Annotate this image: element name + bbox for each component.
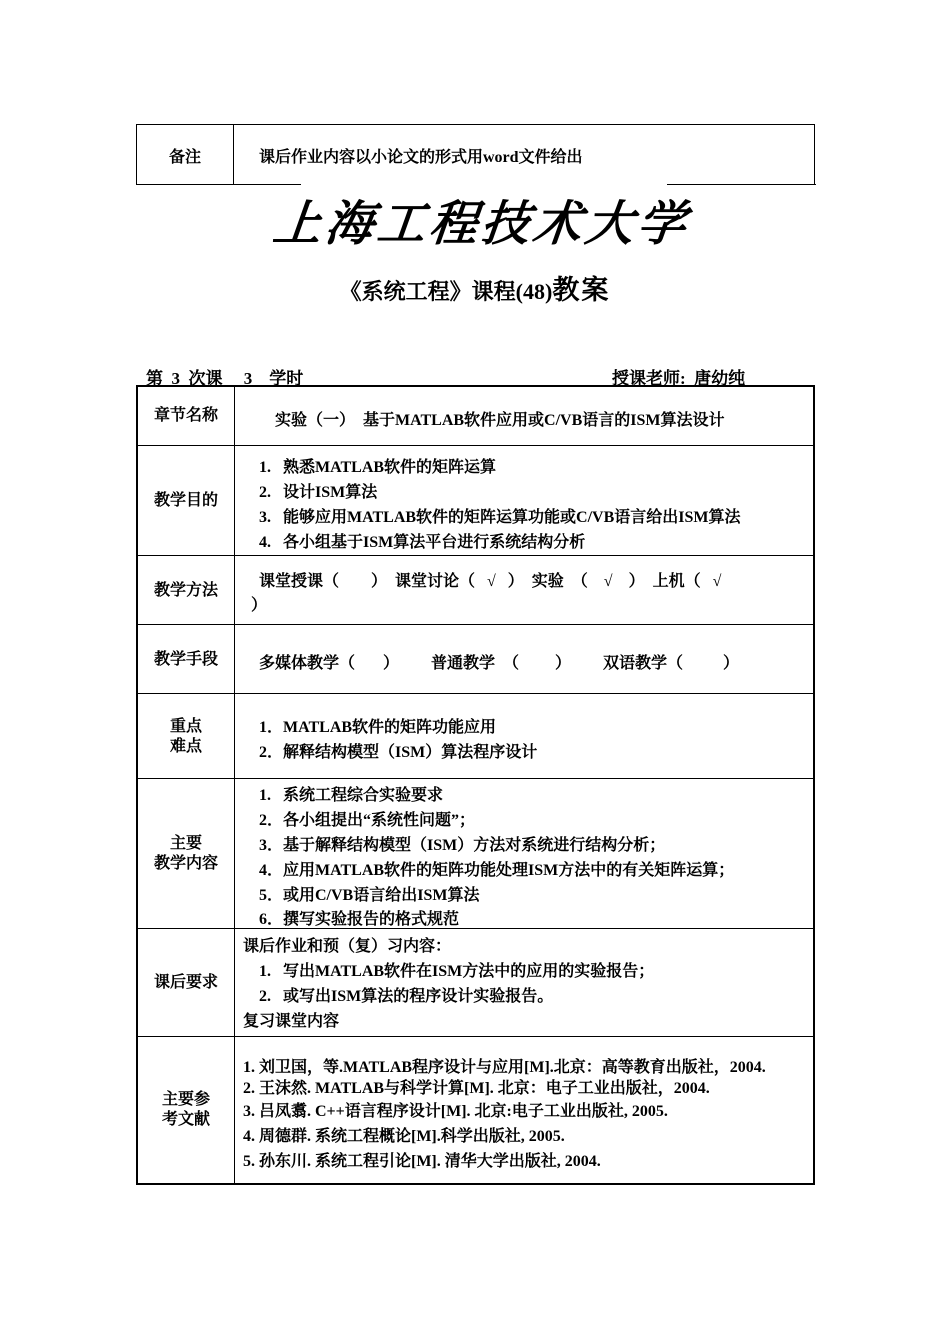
reference-item: 3. 吕凤翥. C++语言程序设计[M]. 北京:电子工业出版社, 2005. xyxy=(243,1103,668,1120)
row-means xyxy=(138,624,813,694)
course-title-prefix: 《系统工程》课程(48) xyxy=(339,279,553,304)
after-class-item: 1. 写出MATLAB软件在ISM方法中的应用的实验报告； xyxy=(259,963,655,980)
means-label: 教学手段 xyxy=(138,625,235,694)
content-items xyxy=(235,779,813,929)
row-key-points xyxy=(138,693,813,779)
content-item: 3．基于解释结构模型（ISM）方法对系统进行结构分析； xyxy=(259,837,666,854)
method-line-1: 课堂授课（ ） 课堂讨论（ √ ） 实验 （ √ ） 上机（ √ xyxy=(259,573,722,590)
key-points-label-line2: 难点 xyxy=(169,737,202,755)
method-label: 教学方法 xyxy=(138,556,235,625)
after-class-intro: 课后作业和预（复）习内容： xyxy=(243,938,452,955)
references-content xyxy=(235,1037,813,1183)
objective-item: 1. 熟悉MATLAB软件的矩阵运算 xyxy=(259,459,497,476)
after-class-content xyxy=(235,929,813,1037)
objective-item: 4. 各小组基于ISM算法平台进行系统结构分析 xyxy=(259,534,586,551)
lesson-info: 第 3 次课 3 学时 xyxy=(146,369,304,388)
row-objectives xyxy=(138,445,813,556)
references-label-line1: 主要参 xyxy=(161,1091,210,1108)
content-item: 4．应用MATLAB软件的矩阵功能处理ISM方法中的有关矩阵运算； xyxy=(259,862,735,879)
row-chapter xyxy=(138,387,813,445)
remark-divider xyxy=(233,125,234,185)
objectives-label: 教学目的 xyxy=(138,446,235,556)
objective-item: 2. 设计ISM算法 xyxy=(259,484,378,501)
teacher-info: 授课老师: 唐幼纯 xyxy=(612,369,746,388)
objectives-content xyxy=(235,446,813,556)
reference-item: 2. 王沫然. MATLAB与科学计算[M]. 北京：电子工业出版社，2004. xyxy=(243,1080,710,1097)
svg-text:上海工程技术大学: 上海工程技术大学 xyxy=(270,196,693,252)
remark-table xyxy=(136,124,815,185)
key-points-label xyxy=(138,694,235,779)
university-logo-image xyxy=(270,190,693,252)
remark-label: 备注 xyxy=(168,148,201,166)
reference-item: 4. 周德群. 系统工程概论[M].科学出版社, 2005. xyxy=(243,1128,565,1145)
university-logo xyxy=(270,190,693,252)
row-after-class xyxy=(138,928,813,1037)
chapter-content xyxy=(235,387,813,445)
content-item: 1. 系统工程综合实验要求 xyxy=(259,787,444,804)
lesson-plan-table xyxy=(136,385,815,1185)
content-label-line1: 主要 xyxy=(169,835,202,852)
key-points-label-line1: 重点 xyxy=(169,717,202,735)
content-item: 2．各小组提出“系统性问题”； xyxy=(259,812,476,829)
reference-item: 5. 孙东川. 系统工程引论[M]. 清华大学出版社, 2004. xyxy=(243,1153,601,1170)
remark-bottom-border-right xyxy=(667,184,816,185)
key-points-content xyxy=(235,694,813,779)
references-label xyxy=(138,1037,235,1183)
row-method xyxy=(138,555,813,625)
course-title-suffix: 教案 xyxy=(552,275,611,306)
means-text: 多媒体教学（ ） 普通教学 （ ） 双语教学（ ） xyxy=(259,655,740,672)
after-class-outro: 复习课堂内容 xyxy=(243,1013,340,1030)
content-item: 5．或用C/VB语言给出ISM算法 xyxy=(259,887,480,904)
row-main-content xyxy=(138,778,813,929)
reference-item: 1. 刘卫国，等.MATLAB程序设计与应用[M].北京：高等教育出版社，2004. xyxy=(243,1059,766,1076)
course-title xyxy=(0,268,950,307)
content-label xyxy=(138,779,235,929)
remark-text: 课后作业内容以小论文的形式用word文件给出 xyxy=(259,148,583,166)
content-label-line2: 教学内容 xyxy=(153,855,218,872)
key-point-item: 1．MATLAB软件的矩阵功能应用 xyxy=(259,719,497,736)
content-item: 6．撰写实验报告的格式规范 xyxy=(259,911,460,928)
row-references xyxy=(138,1036,813,1183)
chapter-label: 章节名称 xyxy=(138,387,235,445)
after-class-label: 课后要求 xyxy=(138,929,235,1037)
after-class-item: 2. 或写出ISM算法的程序设计实验报告。 xyxy=(259,988,554,1005)
method-line-2: ） xyxy=(251,597,268,614)
chapter-text: 实验（一） 基于MATLAB软件应用或C/VB语言的ISM算法设计 xyxy=(275,412,725,429)
means-content xyxy=(235,625,813,694)
references-label-line2: 考文献 xyxy=(161,1111,210,1128)
method-content xyxy=(235,556,813,625)
objective-item: 3. 能够应用MATLAB软件的矩阵运算功能或C/VB语言给出ISM算法 xyxy=(259,509,741,526)
key-point-item: 2．解释结构模型（ISM）算法程序设计 xyxy=(259,744,538,761)
